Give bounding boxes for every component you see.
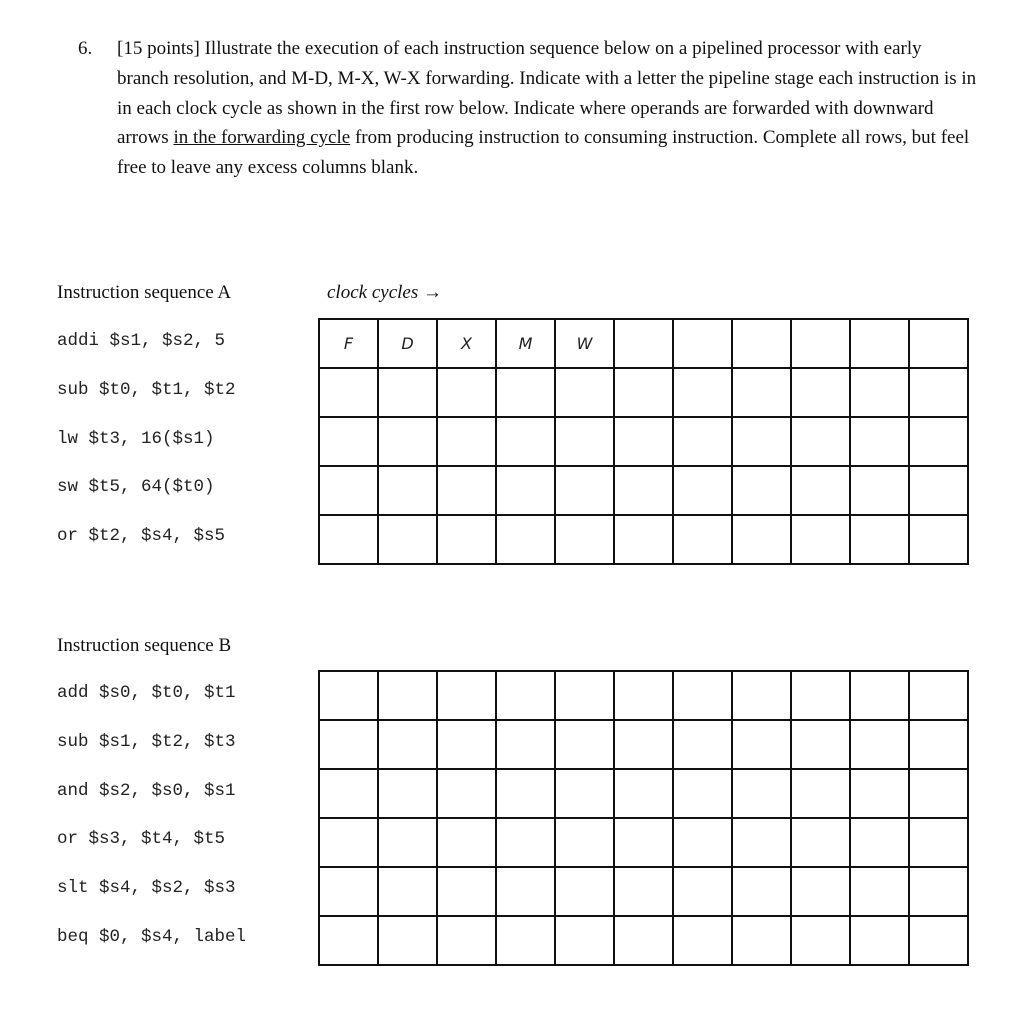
pipeline-cell[interactable]	[850, 319, 909, 368]
pipeline-cell[interactable]	[791, 417, 850, 466]
instruction: slt $s4, $s2, $s3	[57, 878, 236, 899]
pipeline-cell[interactable]	[909, 319, 968, 368]
pipeline-cell[interactable]: F	[319, 319, 378, 368]
pipeline-cell[interactable]	[319, 916, 378, 965]
sequence-a-title: Instruction sequence A	[57, 282, 232, 303]
pipeline-cell[interactable]	[319, 867, 378, 916]
pipeline-cell[interactable]	[614, 916, 673, 965]
pipeline-cell[interactable]	[614, 671, 673, 720]
pipeline-cell[interactable]	[555, 769, 614, 818]
pipeline-cell[interactable]	[555, 466, 614, 515]
pipeline-cell[interactable]	[850, 867, 909, 916]
sequence-a-pipeline-grid	[318, 318, 969, 565]
pipeline-cell[interactable]	[909, 867, 968, 916]
pipeline-cell[interactable]	[496, 818, 555, 867]
pipeline-cell[interactable]	[614, 417, 673, 466]
pipeline-cell[interactable]	[437, 720, 496, 769]
instruction: beq $0, $s4, label	[57, 927, 247, 947]
pipeline-cell[interactable]	[732, 867, 791, 916]
pipeline-cell[interactable]	[555, 671, 614, 720]
pipeline-cell[interactable]	[437, 671, 496, 720]
pipeline-cell[interactable]	[614, 720, 673, 769]
pipeline-cell[interactable]	[673, 769, 732, 818]
pipeline-cell[interactable]	[732, 916, 791, 965]
instruction: and $s2, $s0, $s1	[57, 780, 236, 801]
pipeline-cell[interactable]	[909, 368, 968, 417]
pipeline-cell[interactable]	[555, 916, 614, 965]
pipeline-cell[interactable]	[437, 769, 496, 818]
pipeline-cell[interactable]	[378, 466, 437, 515]
pipeline-cell[interactable]	[319, 515, 378, 564]
pipeline-cell[interactable]	[732, 818, 791, 867]
pipeline-cell[interactable]	[732, 368, 791, 417]
pipeline-cell[interactable]: W	[555, 319, 614, 368]
question-number: 6.	[78, 38, 93, 59]
pipeline-cell[interactable]	[555, 818, 614, 867]
pipeline-cell[interactable]	[496, 515, 555, 564]
pipeline-cell[interactable]	[732, 720, 791, 769]
pipeline-cell[interactable]	[378, 720, 437, 769]
pipeline-cell[interactable]	[496, 671, 555, 720]
pipeline-cell[interactable]	[732, 515, 791, 564]
pipeline-cell[interactable]	[437, 916, 496, 965]
pipeline-cell[interactable]	[319, 368, 378, 417]
pipeline-cell[interactable]	[791, 916, 850, 965]
pipeline-cell[interactable]: X	[437, 319, 496, 368]
pipeline-cell[interactable]	[496, 417, 555, 466]
pipeline-cell[interactable]	[555, 417, 614, 466]
pipeline-cell[interactable]	[909, 769, 968, 818]
pipeline-cell[interactable]	[909, 417, 968, 466]
pipeline-row	[319, 515, 968, 564]
pipeline-cell[interactable]	[496, 466, 555, 515]
pipeline-cell[interactable]	[496, 720, 555, 769]
pipeline-cell[interactable]	[555, 720, 614, 769]
pipeline-cell[interactable]	[850, 417, 909, 466]
pipeline-cell[interactable]	[496, 368, 555, 417]
pipeline-row	[319, 368, 968, 417]
pipeline-cell[interactable]	[673, 720, 732, 769]
pipeline-cell[interactable]	[673, 417, 732, 466]
pipeline-cell[interactable]	[850, 769, 909, 818]
pipeline-cell[interactable]: D	[378, 319, 437, 368]
pipeline-cell[interactable]	[614, 818, 673, 867]
pipeline-cell[interactable]	[555, 515, 614, 564]
pipeline-cell[interactable]	[909, 671, 968, 720]
pipeline-cell[interactable]: M	[496, 319, 555, 368]
pipeline-cell[interactable]	[909, 515, 968, 564]
pipeline-cell[interactable]	[909, 818, 968, 867]
pipeline-cell[interactable]	[850, 671, 909, 720]
pipeline-cell[interactable]	[378, 515, 437, 564]
pipeline-cell[interactable]	[614, 368, 673, 417]
pipeline-row	[319, 720, 968, 769]
pipeline-cell[interactable]	[378, 671, 437, 720]
pipeline-cell[interactable]	[850, 916, 909, 965]
pipeline-cell[interactable]	[791, 466, 850, 515]
pipeline-cell[interactable]	[673, 368, 732, 417]
pipeline-cell[interactable]	[909, 466, 968, 515]
forwarding-cycle-emphasis: in the forwarding cycle	[173, 127, 351, 149]
pipeline-row	[319, 671, 968, 720]
pipeline-cell[interactable]	[437, 417, 496, 466]
pipeline-cell[interactable]	[673, 319, 732, 368]
pipeline-cell[interactable]	[850, 818, 909, 867]
pipeline-cell[interactable]	[791, 720, 850, 769]
pipeline-cell[interactable]	[319, 769, 378, 818]
pipeline-cell[interactable]	[732, 671, 791, 720]
pipeline-cell[interactable]	[496, 867, 555, 916]
pipeline-cell[interactable]	[319, 720, 378, 769]
pipeline-cell[interactable]	[378, 916, 437, 965]
instruction: or $t2, $s4, $s5	[57, 526, 226, 547]
pipeline-row	[319, 818, 968, 867]
pipeline-cell[interactable]	[496, 916, 555, 965]
pipeline-cell[interactable]	[673, 818, 732, 867]
pipeline-cell[interactable]	[378, 769, 437, 818]
sequence-b-pipeline-grid	[318, 670, 969, 966]
instruction: or $s3, $t4, $t5	[57, 829, 226, 850]
pipeline-cell[interactable]	[496, 769, 555, 818]
pipeline-cell[interactable]	[732, 466, 791, 515]
instruction: sw $t5, 64($t0)	[57, 477, 215, 498]
pipeline-cell[interactable]	[319, 818, 378, 867]
instruction: sub $s1, $t2, $t3	[57, 731, 236, 752]
pipeline-cell[interactable]	[437, 368, 496, 417]
pipeline-row	[319, 916, 968, 965]
pipeline-row	[319, 319, 968, 368]
pipeline-cell[interactable]	[614, 319, 673, 368]
pipeline-row	[319, 417, 968, 466]
pipeline-cell[interactable]	[791, 671, 850, 720]
sequence-b-title: Instruction sequence B	[57, 635, 232, 656]
instruction: lw $t3, 16($s1)	[57, 428, 215, 449]
pipeline-cell[interactable]	[673, 466, 732, 515]
pipeline-cell[interactable]	[673, 515, 732, 564]
clock-cycles-label: clock cycles →	[327, 282, 442, 303]
pipeline-cell[interactable]	[614, 466, 673, 515]
pipeline-cell[interactable]	[555, 368, 614, 417]
pipeline-cell[interactable]	[732, 769, 791, 818]
pipeline-cell[interactable]	[673, 867, 732, 916]
pipeline-cell[interactable]	[378, 417, 437, 466]
pipeline-cell[interactable]	[673, 916, 732, 965]
pipeline-cell[interactable]	[673, 671, 732, 720]
pipeline-cell[interactable]	[437, 515, 496, 564]
pipeline-cell[interactable]	[791, 368, 850, 417]
pipeline-cell[interactable]	[319, 466, 378, 515]
pipeline-cell[interactable]	[850, 368, 909, 417]
pipeline-cell[interactable]	[555, 867, 614, 916]
pipeline-cell[interactable]	[732, 319, 791, 368]
pipeline-cell[interactable]	[850, 515, 909, 564]
pipeline-cell[interactable]	[437, 818, 496, 867]
pipeline-cell[interactable]	[378, 818, 437, 867]
instruction: addi $s1, $s2, 5	[57, 331, 226, 351]
pipeline-cell[interactable]	[909, 916, 968, 965]
pipeline-cell[interactable]	[614, 867, 673, 916]
pipeline-row	[319, 466, 968, 515]
pipeline-row	[319, 769, 968, 818]
pipeline-cell[interactable]	[732, 417, 791, 466]
question-6	[78, 34, 978, 183]
pipeline-cell[interactable]	[437, 466, 496, 515]
pipeline-cell[interactable]	[850, 466, 909, 515]
pipeline-cell[interactable]	[614, 515, 673, 564]
pipeline-cell[interactable]	[909, 720, 968, 769]
pipeline-cell[interactable]	[791, 818, 850, 867]
pipeline-cell[interactable]	[437, 867, 496, 916]
pipeline-cell[interactable]	[614, 769, 673, 818]
instruction: add $s0, $t0, $t1	[57, 683, 236, 703]
pipeline-cell[interactable]	[791, 515, 850, 564]
pipeline-cell[interactable]	[319, 417, 378, 466]
instruction: sub $t0, $t1, $t2	[57, 379, 236, 400]
pipeline-row	[319, 867, 968, 916]
pipeline-cell[interactable]	[791, 867, 850, 916]
pipeline-cell[interactable]	[378, 368, 437, 417]
pipeline-cell[interactable]	[850, 720, 909, 769]
pipeline-cell[interactable]	[378, 867, 437, 916]
pipeline-cell[interactable]	[791, 319, 850, 368]
question-text: [15 points] Illustrate the execution of each instruction sequence below on a pipelined processor with early branch resolution, and M-D, M-X, W-X forwarding. Indicate with a letter the pipeline stage each instruction is in in each clock cycle as shown in the first row below. Indicate where operands are forwarded with downward arrows in the forwarding cycle from producing instruction to consuming instruction. Complete all rows, but feel free to leave any excess columns blank.	[117, 38, 977, 179]
pipeline-cell[interactable]	[791, 769, 850, 818]
pipeline-cell[interactable]	[319, 671, 378, 720]
